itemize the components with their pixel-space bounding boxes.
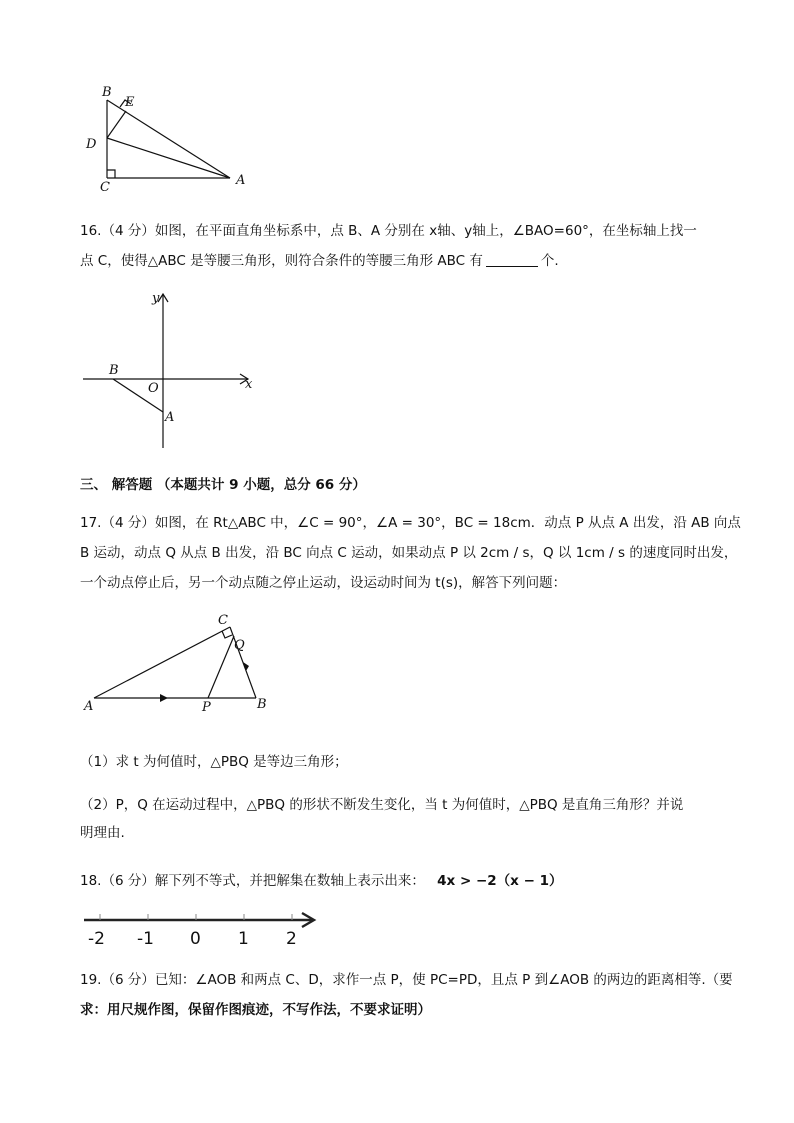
label-B: B [109,363,119,378]
figure-16-axes [80,288,270,453]
q18-text: 18.（6 分）解下列不等式，并把解集在数轴上表示出来： [80,873,425,889]
tick-label: 1 [238,929,249,949]
q16-line1: 16.（4 分）如图，在平面直角坐标系中，点 B、A 分别在 x轴、y轴上，∠BAO=60°，在坐标轴上找一 [80,223,697,239]
q16-line2-text: 点 C，使得△ABC 是等腰三角形，则符合条件的等腰三角形 ABC 有 [80,253,483,269]
label-Q: Q [234,638,245,653]
label-O: O [148,381,159,396]
q17-sub2-line1: （2）P，Q 在运动过程中，△PBQ 的形状不断发生变化，当 t 为何值时，△PBQ 是直角三角形？并说 [80,797,684,813]
section-heading: 三、 解答题 （本题共计 9 小题，总分 66 分） [80,477,366,493]
q19-line2: 求：用尺规作图，保留作图痕迹，不写作法，不要求证明） [80,1002,431,1018]
label-A: A [236,173,246,188]
label-B: B [102,85,112,100]
q17-sub2-line2: 明理由. [80,825,125,841]
label-x: x [245,377,253,392]
tick-label: 0 [190,929,201,949]
tick-label: 2 [286,929,297,949]
label-P: P [202,700,211,715]
label-C: C [218,613,228,628]
label-C: C [100,180,110,195]
label-y: y [152,291,160,306]
q16-line2 [80,251,559,271]
number-line [80,906,325,950]
q16-line2-end: 个. [540,253,559,269]
answer-blank[interactable] [486,252,538,267]
label-E: E [125,95,135,110]
tick-label: -2 [88,929,105,949]
q17-line1: 17.（4 分）如图，在 Rt△ABC 中，∠C = 90°，∠A = 30°，BC = 18cm．动点 P 从点 A 出发，沿 AB 向点 [80,515,741,531]
q17-sub1: （1）求 t 为何值时，△PBQ 是等边三角形； [80,754,348,770]
label-A: A [84,699,94,714]
label-B: B [257,697,267,712]
label-D: D [86,137,97,152]
figure-15-triangle [80,80,260,195]
q19-line1: 19.（6 分）已知：∠AOB 和两点 C、D，求作一点 P，使 PC=PD，且点 P 到∠AOB 的两边的距离相等.（要 [80,972,733,988]
q17-line3: 一个动点停止后，另一个动点随之停止运动，设运动时间为 t(s)，解答下列问题： [80,575,567,591]
tick-label: -1 [137,929,154,949]
q18-inequality: 4x > −2（x − 1） [437,873,563,889]
figure-17-triangle [80,610,280,715]
q17-line2: B 运动，动点 Q 从点 B 出发，沿 BC 向点 C 运动，如果动点 P 以 2cm / s，Q 以 1cm / s 的速度同时出发， [80,545,738,561]
label-A: A [165,410,175,425]
q18-line [80,871,563,891]
